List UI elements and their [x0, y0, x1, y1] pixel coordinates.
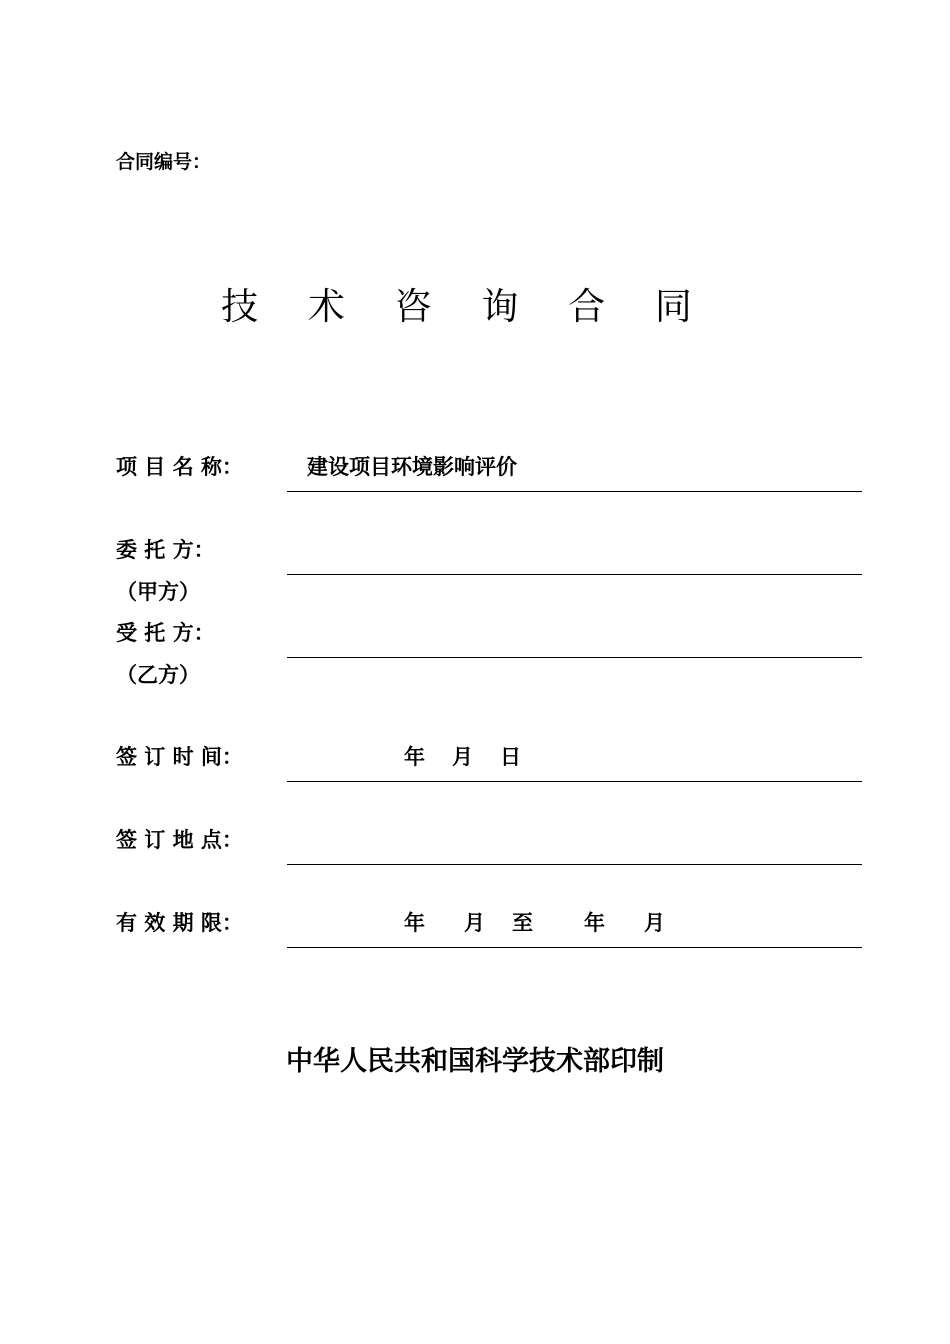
- signing-place-line[interactable]: [287, 864, 862, 865]
- client-label: 委 托 方：: [116, 538, 215, 562]
- signing-date-day: 日: [500, 745, 521, 769]
- validity-from-year: 年: [404, 911, 425, 935]
- validity-period-label: 有 效 期 限：: [116, 911, 243, 935]
- signing-date-line[interactable]: [287, 781, 862, 782]
- validity-to-year: 年: [584, 911, 605, 935]
- client-party-a-label: （甲方）: [116, 580, 200, 604]
- validity-period-line[interactable]: [287, 947, 862, 948]
- contractor-line[interactable]: [287, 657, 862, 658]
- contractor-party-b-label: （乙方）: [116, 663, 200, 687]
- project-name-line[interactable]: [287, 491, 862, 492]
- signing-date-month: 月: [452, 745, 473, 769]
- contract-number-label: 合同编号：: [116, 151, 212, 173]
- contractor-label: 受 托 方：: [116, 621, 215, 645]
- validity-to: 至: [512, 911, 533, 935]
- validity-to-month: 月: [644, 911, 665, 935]
- publisher-imprint: 中华人民共和国科学技术部印制: [286, 1046, 664, 1077]
- document-title: 技 术 咨 询 合 同: [221, 285, 711, 328]
- signing-date-label: 签 订 时 间：: [116, 745, 243, 769]
- project-name-label: 项 目 名 称：: [116, 455, 243, 479]
- validity-from-month: 月: [464, 911, 485, 935]
- project-name-value: 建设项目环境影响评价: [307, 455, 517, 479]
- signing-place-label: 签 订 地 点：: [116, 828, 243, 852]
- client-line[interactable]: [287, 574, 862, 575]
- signing-date-year: 年: [404, 745, 425, 769]
